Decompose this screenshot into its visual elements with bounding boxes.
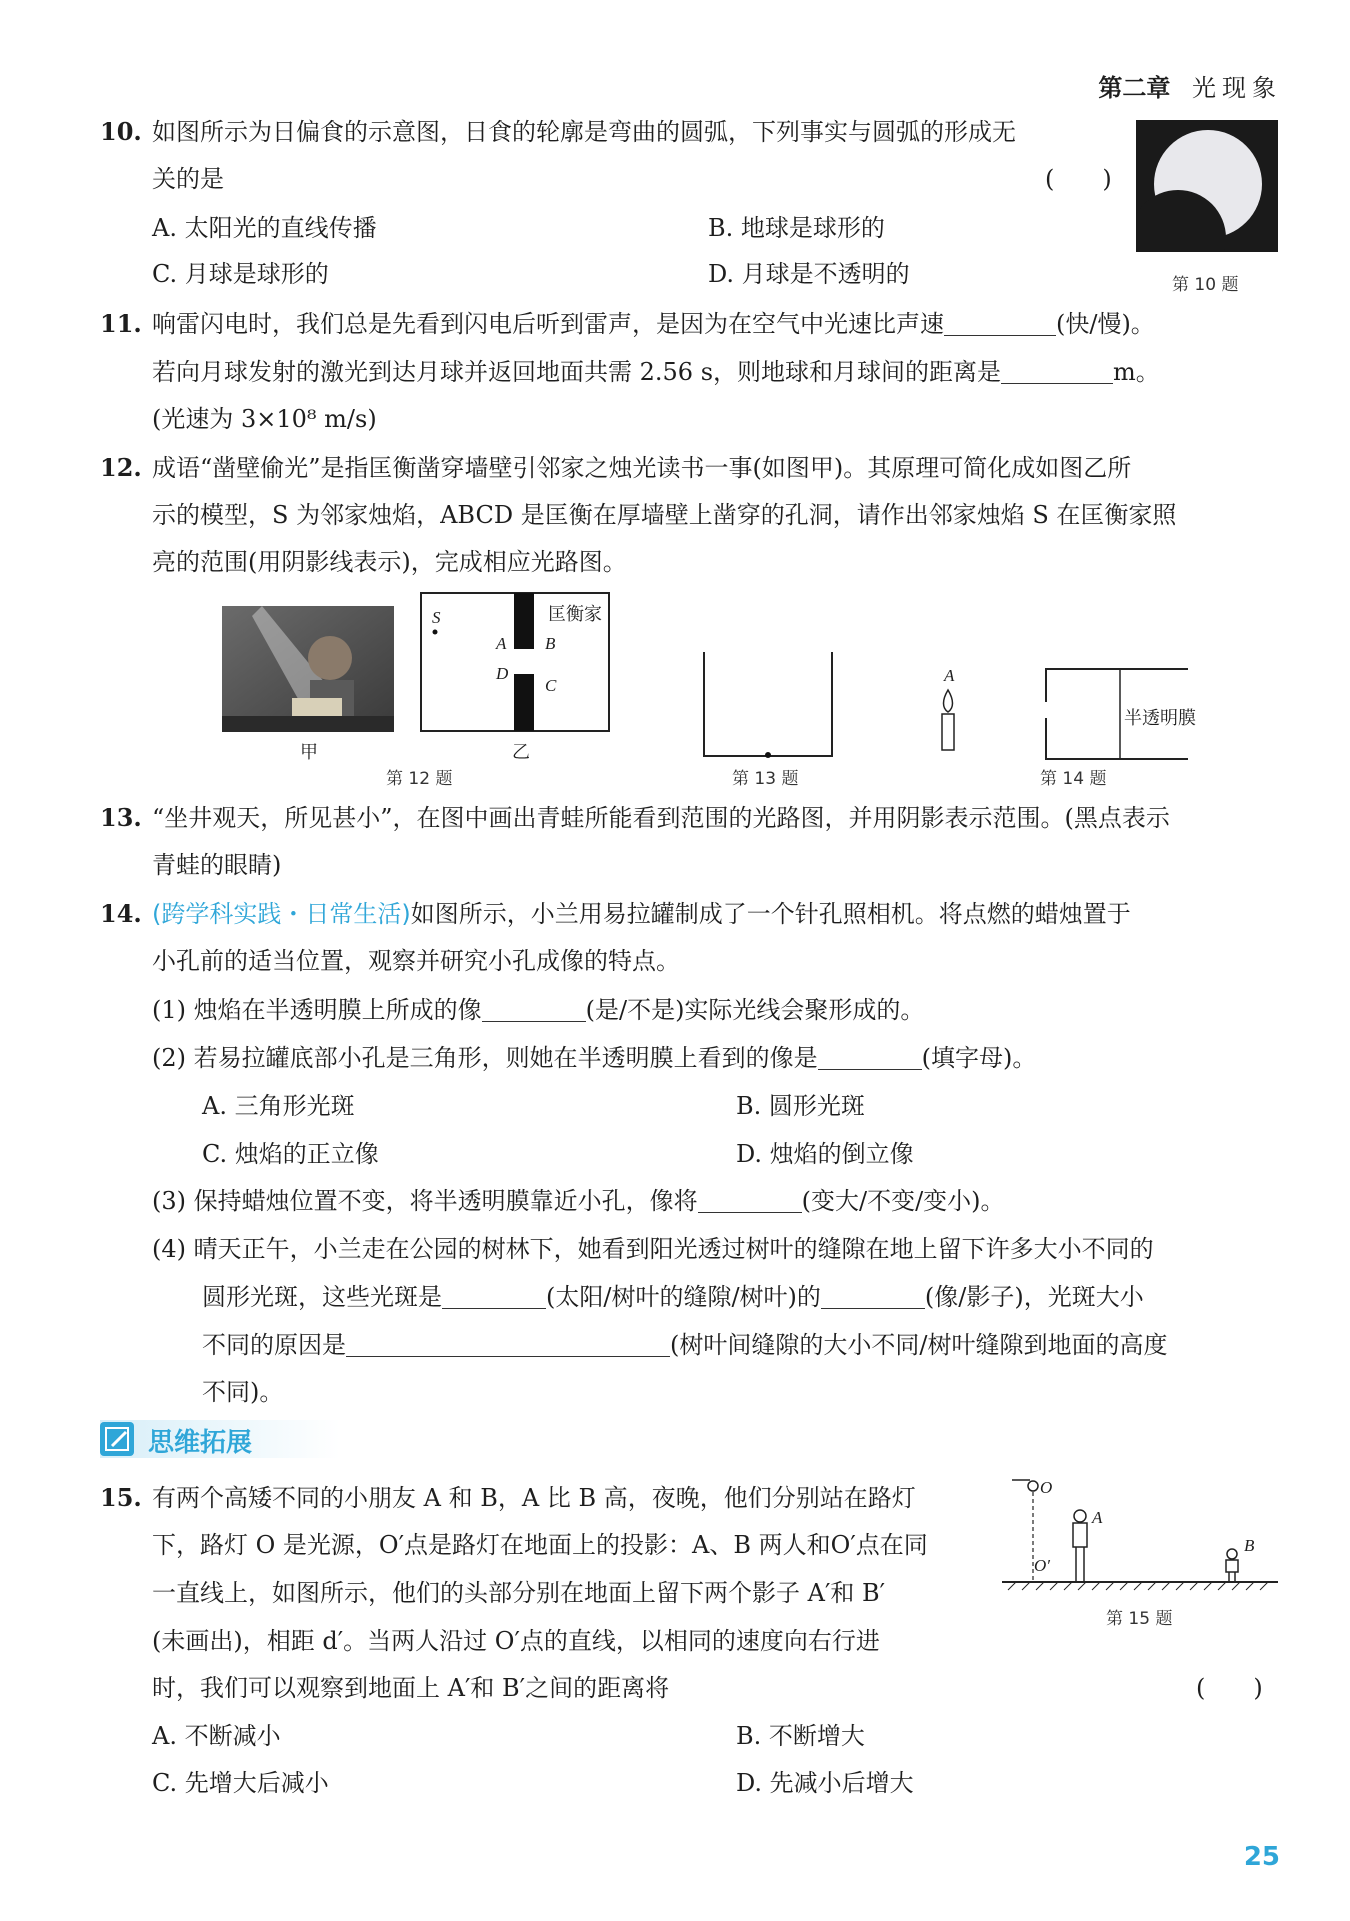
option-a: A. 太阳光的直线传播: [152, 214, 377, 242]
question-text: 响雷闪电时，我们总是先看到闪电后听到雷声，是因为在空气中光速比声速 (快/慢)。: [152, 310, 1155, 338]
sub-question-3: (3) 保持蜡烛位置不变，将半透明膜靠近小孔，像将 (变大/不变/变小)。: [152, 1187, 1005, 1215]
child-b-figure: [1226, 1549, 1238, 1582]
figure-caption: 第 13 题: [732, 769, 799, 789]
sub-question-4: (4) 晴天正午，小兰走在公园的树林下，她看到阳光透过树叶的缝隙在地上留下许多大小不同的: [152, 1235, 1154, 1263]
option-c: C. 烛焰的正立像: [202, 1140, 379, 1168]
sub-question-1: (1) 烛焰在半透明膜上所成的像 (是/不是)实际光线会聚形成的。: [152, 996, 925, 1024]
question-text: 若向月球发射的激光到达月球并返回地面共需 2.56 s，则地球和月球间的距离是 m。: [152, 358, 1160, 386]
question-text: 时，我们可以观察到地面上 A′和 B′之间的距离将: [152, 1674, 670, 1702]
question-text: 亮的范围(用阴影线表示)，完成相应光路图。: [152, 548, 627, 576]
point-label-d: D: [496, 664, 509, 683]
film-label: 半透明膜: [1124, 708, 1196, 729]
child-a-label: A: [1092, 1508, 1103, 1527]
figure-caption: 第 12 题: [386, 769, 453, 789]
answer-blank[interactable]: [482, 997, 586, 1022]
house-label: 匡衡家: [548, 604, 602, 625]
option-b: B. 不断增大: [736, 1722, 865, 1750]
question-text: 成语“凿壁偷光”是指匡衡凿穿墙壁引邻家之烛光读书一事(如图甲)。其原理可简化成如图乙所: [152, 454, 1132, 482]
solar-eclipse-figure: [1136, 120, 1278, 252]
point-label-a: A: [496, 634, 507, 653]
answer-blank[interactable]: [944, 311, 1056, 336]
answer-paren: ( ): [1045, 165, 1112, 193]
question-text: 一直线上，如图所示，他们的头部分别在地面上留下两个影子 A′和 B′: [152, 1579, 886, 1607]
option-d: D. 烛焰的倒立像: [736, 1140, 914, 1168]
sub-question-4-line: 不同的原因是 (树叶间缝隙的大小不同/树叶缝隙到地面的高度: [202, 1331, 1168, 1359]
answer-blank[interactable]: [821, 1284, 925, 1309]
question-text: “坐井观天，所见甚小”，在图中画出青蛙所能看到范围的光路图，并用阴影表示范围。(黑点表示: [152, 804, 1170, 832]
question-number: 12.: [100, 453, 142, 482]
point-label-s: S: [432, 608, 441, 627]
option-a: A. 三角形光斑: [202, 1092, 355, 1120]
question-number: 11.: [100, 309, 142, 338]
candle-icon: [935, 688, 961, 754]
question-text: 小孔前的适当位置，观察并研究小孔成像的特点。: [152, 947, 680, 975]
question-number: 14.: [100, 899, 142, 928]
question-number: 10.: [100, 117, 142, 146]
option-b: B. 圆形光斑: [736, 1092, 865, 1120]
question-text: 下，路灯 O 是光源，O′点是路灯在地面上的投影：A、B 两人和O′点在同: [152, 1531, 928, 1559]
figure-caption: 第 14 题: [1040, 769, 1107, 789]
topic-tag: (跨学科实践・日常生活): [152, 900, 411, 928]
question-text: (光速为 3×10⁸ m/s): [152, 405, 377, 433]
option-d: D. 月球是不透明的: [708, 260, 910, 288]
answer-paren: ( ): [1196, 1674, 1263, 1702]
option-c: C. 月球是球形的: [152, 260, 329, 288]
option-b: B. 地球是球形的: [708, 214, 885, 242]
lamp-projection-label: O′: [1034, 1556, 1050, 1575]
option-d: D. 先减小后增大: [736, 1769, 914, 1797]
section-header: [100, 1420, 340, 1458]
question-number: 13.: [100, 803, 142, 832]
pencil-icon: [100, 1422, 134, 1456]
lamp-label-o: O: [1040, 1478, 1053, 1497]
child-b-label: B: [1244, 1536, 1255, 1555]
point-label-c: C: [545, 676, 557, 695]
sub-question-4-line: 不同)。: [202, 1378, 284, 1406]
figure-label: 甲: [300, 742, 318, 763]
chapter-title: 光现象: [1192, 74, 1282, 102]
section-title: 思维拓展: [148, 1428, 253, 1458]
question-text: 示的模型，S 为邻家烛焰，ABCD 是匡衡在厚墙壁上凿穿的孔洞，请作出邻家烛焰 S 在匡衡家照: [152, 501, 1177, 529]
sub-question-4-line: 圆形光斑，这些光斑是 (太阳/树叶的缝隙/树叶)的 (像/影子)，光斑大小: [202, 1283, 1144, 1311]
answer-blank[interactable]: [442, 1284, 546, 1309]
child-a-figure: [1073, 1510, 1087, 1582]
question-text: 如图所示为日偏食的示意图，日食的轮廓是弯曲的圆弧，下列事实与圆弧的形成无: [152, 118, 1016, 146]
question-text: (未画出)，相距 d′。当两人沿过 O′点的直线，以相同的速度向右行进: [152, 1627, 880, 1655]
figure-jia-illustration: [222, 606, 394, 732]
question-text: (跨学科实践・日常生活)如图所示，小兰用易拉罐制成了一个针孔照相机。将点燃的蜡烛置于: [152, 900, 1131, 928]
candle-label: A: [944, 666, 955, 685]
option-c: C. 先增大后减小: [152, 1769, 329, 1797]
figure-caption: 第 10 题: [1172, 275, 1239, 295]
figure-label: 乙: [512, 742, 530, 763]
point-label-b: B: [545, 634, 556, 653]
question-number: 15.: [100, 1483, 142, 1512]
question-text: 青蛙的眼睛): [152, 851, 282, 879]
well-diagram: [702, 652, 834, 760]
figure-caption: 第 15 题: [1106, 1609, 1173, 1629]
question-text: 有两个高矮不同的小朋友 A 和 B，A 比 B 高，夜晚，他们分别站在路灯: [152, 1484, 916, 1512]
question-text: 关的是: [152, 165, 224, 193]
option-a: A. 不断减小: [152, 1722, 281, 1750]
answer-blank[interactable]: [346, 1332, 670, 1357]
page-number: 25: [1243, 1842, 1280, 1872]
answer-blank[interactable]: [818, 1045, 922, 1070]
sub-question-2: (2) 若易拉罐底部小孔是三角形，则她在半透明膜上看到的像是 (填字母)。: [152, 1044, 1037, 1072]
chapter-label: 第二章: [1098, 74, 1171, 102]
answer-blank[interactable]: [698, 1188, 802, 1213]
page-header: [1098, 68, 1282, 103]
answer-blank[interactable]: [1001, 359, 1113, 384]
